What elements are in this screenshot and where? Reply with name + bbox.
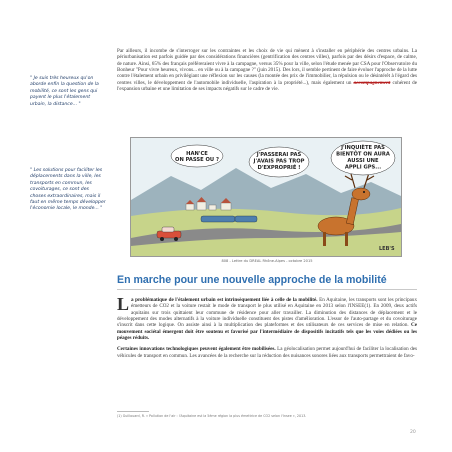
intro-highlight: accompagnement	[353, 79, 391, 86]
cartoon-svg	[131, 138, 401, 256]
drop-cap: L	[117, 294, 130, 314]
section-heading: En marche pour une nouvelle approche de la mobilité	[117, 274, 387, 286]
footnote-rule	[117, 411, 149, 412]
bubble-3-line-1: J'INQUIÈTE PAS	[341, 145, 385, 151]
speech-bubble-3	[331, 141, 395, 175]
margin-quote-2: " Les solutions pour faciliter les déplacements dans la ville, les transports en commun, les covoiturages, ce sont des choses extraordinaires, mais il faut en même temps développer l'économie locale, le monde... "	[30, 168, 106, 212]
cartoon-train	[201, 216, 257, 222]
section-lead: a problématique de l'étalement urbain est intrinsèquement liée à celle de la mobilité.	[131, 297, 318, 303]
bubble-1-line-1: HAN'CE	[186, 151, 208, 157]
bubble-3-line-4: APPLI GPS...	[344, 164, 382, 171]
bubble-2-line-2: J'AVAIS PAS TROP	[253, 158, 305, 165]
speech-bubble-2	[249, 147, 309, 177]
speech-bubble-1	[171, 145, 223, 167]
section-para-2-bold: Certaines innovations technologiques peuvent également être mobilisées.	[117, 346, 276, 353]
bubble-3-line-3: AUSSI UNE	[347, 158, 379, 164]
cartoon-illustration	[130, 137, 402, 257]
section-para-1-bold: Ce mouvement sociétal émergent doit être soutenu et favorisé par l'intermédiaire de dispositifs incitatifs tels que les voies dédiées ou les péages réduits.	[117, 322, 417, 342]
bubble-1-line-2: ON PASSE OU ?	[175, 157, 219, 163]
section-para-2: La géolocalisation permet aujourd'hui de faciliter la localisation des véhicules de transport en commun. Les avancées de la recherche sur la réduction des nuisances sonores liées aux transports permettraient de favo-	[117, 346, 417, 359]
cartoon-caption: 808 - Lettre du DREAL Rhône-Alpes - octobre 2015	[221, 259, 313, 263]
bubble-2-line-1: J'PASSERAI PAS	[256, 152, 302, 158]
intro-text-after: cohérent de l'expansion urbaine et une limitation de ses impacts négatifs sur le cadre de vie.	[117, 79, 417, 93]
bubble-3-line-2: BIENTÔT ON AURA	[336, 151, 390, 158]
section-para-1: En Aquitaine, les transports sont les principaux émetteurs de CO2 et la voiture restait le mode de transport le plus utilisé en Aquitaine en 2013 selon l'INSEE(1). En 2009, deux actifs aquitains sur trois quittaient leur commune de résidence pour aller travailler. La diminution des distances de déplacement et le développement des modes alternatifs à la voiture individuelle constituent des pistes d'amélioration. L'essor de l'auto-partage et du covoiturage s'inscrit dans cette logique. On assiste ainsi à la multiplication des plateformes et des utilisateurs de ces services de mise en relation.	[117, 297, 417, 329]
margin-quote-1: " Je suis très heureux qu'on aborde enfin la question de la mobilité, ce sont les gens qui payent le plus l'étalement urbain, la distance... "	[30, 76, 99, 107]
intro-paragraph	[117, 48, 417, 92]
cartoon-signature: LEB'S	[379, 246, 395, 252]
footnote: (1) Guillouard, R. « Pollution de l'air : l'Aquitaine est la 5ème région la plus émettrice de CO2 selon l'Insee », 2013.	[117, 414, 307, 418]
bubble-2-line-3: D'EXPROPRIÉ !	[257, 165, 301, 171]
page-number: 20	[410, 430, 416, 435]
intro-text-before: Par ailleurs, il incombe de s'interroger sur les contraintes et les choix de vie qui mènent à s'installer en périphérie des centres urbains. La périurbanisation est parfois guidée par des considérations financières (gentrification des centres villes), parfois par des désirs d'espace, de calme, de nature. Ainsi, 65% des français préféreraient vivre à la campagne, versus 35% pour la ville, selon l'étude menée par CSA pour l'Observatoire du Bonheur "Pour vivre heureux, vivons... en ville ou à la campagne ?" (juin 2015). Des lors, il semble pertinent de faire évoluer l'approche de la lutte contre l'étalement urbain en privilégiant une réflexion sur les causes (la montée des prix de l'immobilier, la répulsion ou le désintérêt à l'égard des centres villes, le développement de l'automobile individuelle, l'aspiration à la propriété...), mais également un	[117, 48, 417, 86]
section-body	[117, 294, 417, 364]
heading-rule	[117, 289, 417, 290]
